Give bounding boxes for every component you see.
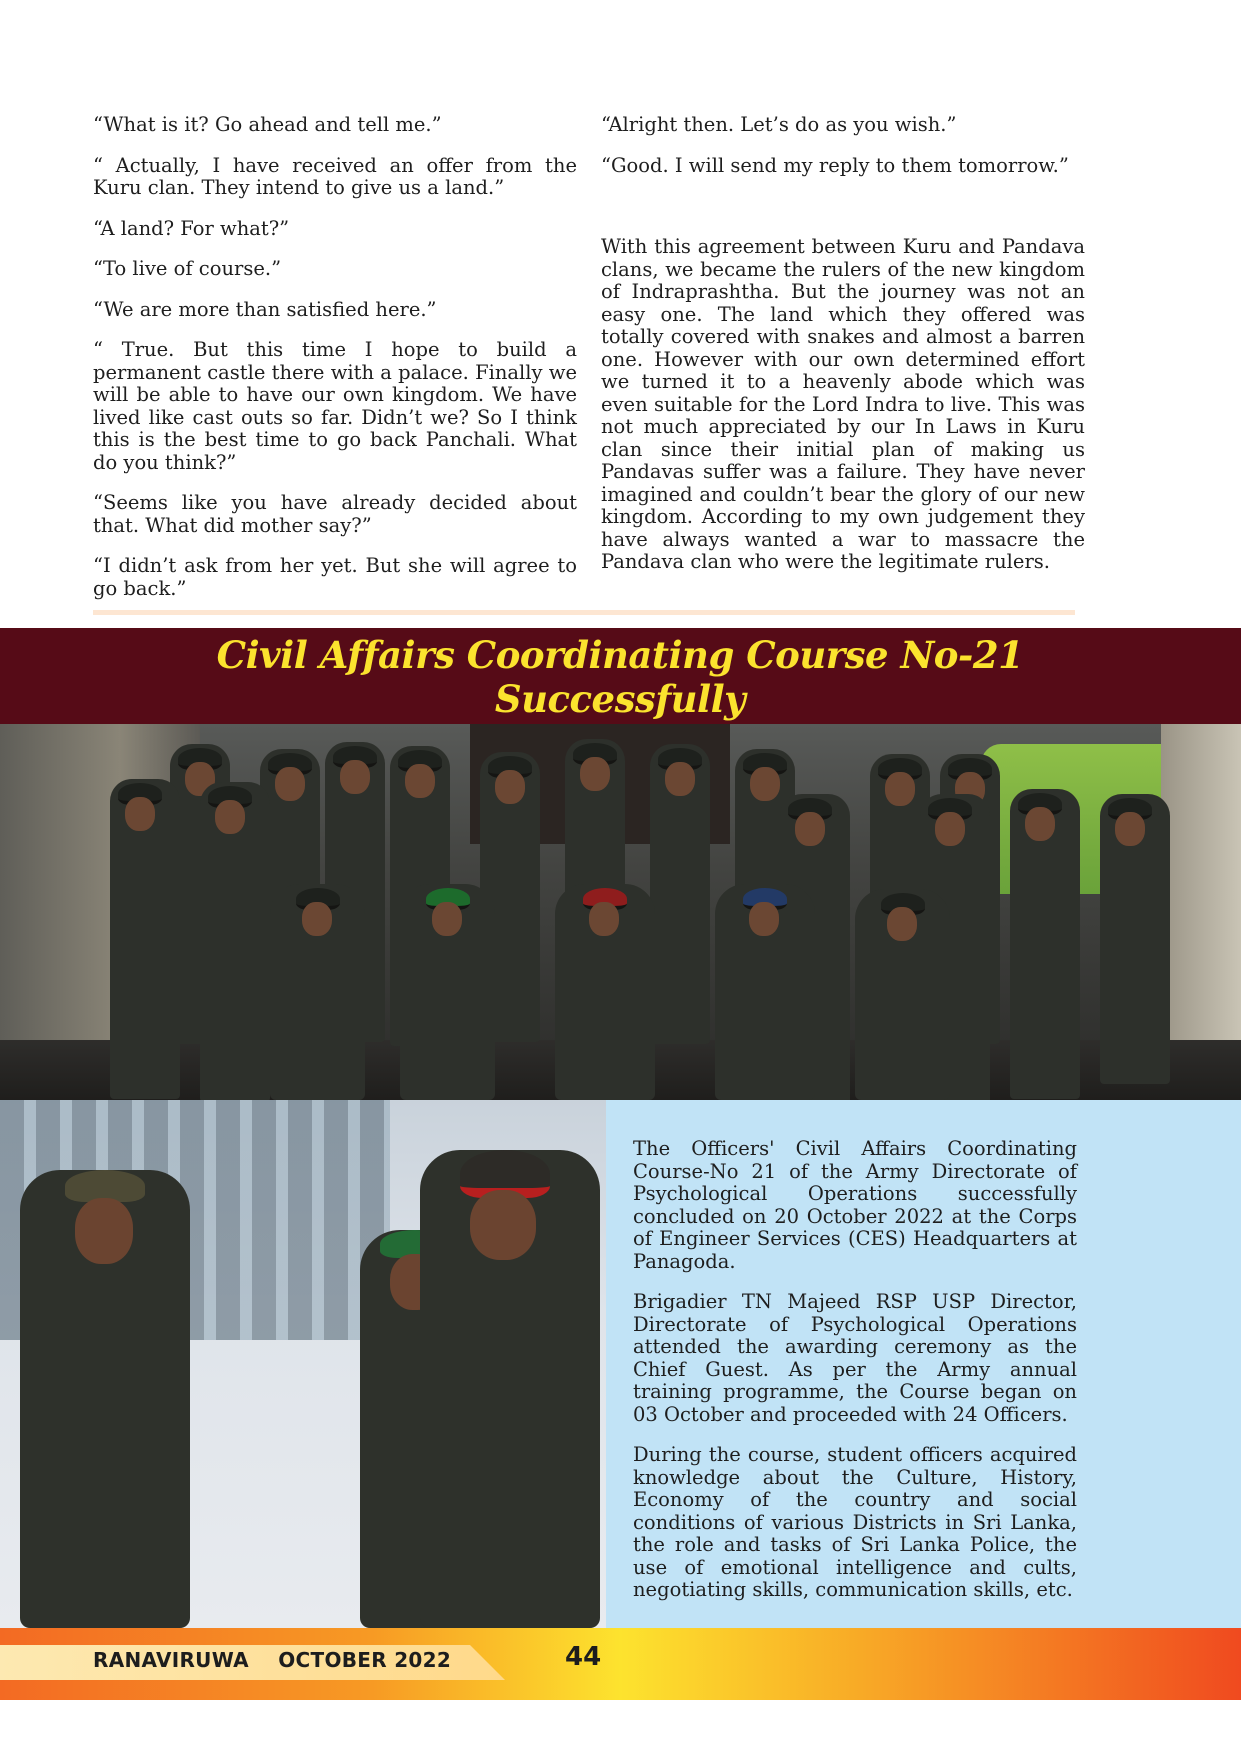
story-paragraph: “Alright then. Let’s do as you wish.” <box>601 113 957 136</box>
group-photo <box>0 724 1241 1100</box>
officer-figure <box>1100 794 1170 1084</box>
issue-date: OCTOBER 2022 <box>278 1648 452 1672</box>
story-paragraph: “We are more than satisfied here.” <box>93 297 437 321</box>
article-paragraph: The Officers' Civil Affairs Coordinating Course-No 21 of the Army Directorate of Psychological Operations successfully concluded on 20 October 2022 at the Corps of Engineer Services (CES) Headquarters at Panagoda. <box>633 1137 1077 1273</box>
story-paragraph: “ True. But this time I hope to build a permanent castle there with a palace. Finally we will be able to have our own kingdom. We have lived like cast outs so far. Didn’t we? So I think this is the best time to go back Panchali. What do you think?” <box>93 338 577 474</box>
officer-figure <box>650 744 710 1044</box>
award-ceremony-photo <box>0 1100 606 1628</box>
story-right-column <box>601 114 1085 592</box>
story-paragraph: “What is it? Go ahead and tell me.” <box>93 113 442 136</box>
story-paragraph: “I didn’t ask from her yet. But she will agree to go back.” <box>93 554 577 600</box>
story-paragraph: “To live of course.” <box>93 257 282 280</box>
paragraph-spacer <box>601 195 1085 236</box>
story-paragraph: “Seems like you have already decided about that. What did mother say?” <box>93 491 577 537</box>
story-left-column <box>93 114 577 618</box>
officer-figure <box>20 1170 190 1628</box>
story-paragraph: “A land? For what?” <box>93 216 290 240</box>
story-paragraph: “ Actually, I have received an offer from the Kuru clan. They intend to give us a land.” <box>93 153 577 199</box>
footer-label <box>93 1648 473 1672</box>
officer-figure <box>270 884 365 1100</box>
officer-figure <box>715 884 815 1100</box>
page-number: 44 <box>565 1642 602 1672</box>
story-paragraph: “Good. I will send my reply to them tomorrow.” <box>601 153 1069 177</box>
article-title-line: Civil Affairs Coordinating Course No-21 Successfully <box>216 633 1024 721</box>
officer-figure <box>420 1150 600 1628</box>
article-paragraph: Brigadier TN Majeed RSP USP Director, Directorate of Psychological Operations attended the awarding ceremony as the Chief Guest. As per the Army annual training programme, the Course began on 03 October and proceeded with 24 Officers. <box>633 1290 1077 1426</box>
story-paragraph: With this agreement between Kuru and Pandava clans, we became the rulers of the new kingdom of Indraprashtha. But the journey was not an easy one. The land which they offered was totally covered with snakes and almost a barren one. However with our own determined effort we turned it to a heavenly abode which was even suitable for the Lord Indra to live. This was not much appreciated by our In Laws in Kuru clan since their initial plan of making us Pandavas suffer was a failure. They have never imagined and couldn’t bear the glory of our new kingdom. According to my own judgement they have always wanted a war to massacre the Pandava clan who were the legitimate rulers. <box>601 235 1085 573</box>
article-body <box>633 1138 1077 1620</box>
section-divider <box>93 610 1075 615</box>
article-paragraph: During the course, student officers acquired knowledge about the Culture, History, Economy of the country and social conditions of various Districts in Sri Lanka, the role and tasks of Sri Lanka Police, the use of emotional intelligence and cults, negotiating skills, communication skills, etc. <box>633 1443 1077 1601</box>
officer-figure <box>555 884 655 1100</box>
magazine-name: RANAVIRUWA <box>93 1648 249 1672</box>
officer-figure <box>1010 789 1080 1099</box>
officer-figure <box>400 884 495 1100</box>
officer-figure <box>110 779 180 1099</box>
officer-figure <box>855 889 950 1100</box>
officer-figure <box>200 782 270 1100</box>
